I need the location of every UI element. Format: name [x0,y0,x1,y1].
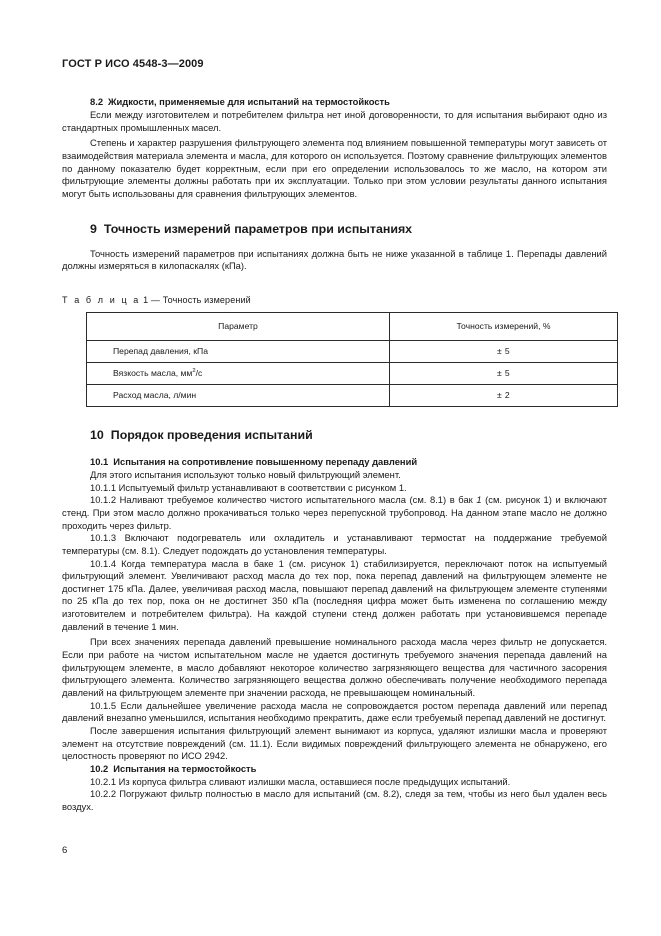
page-content [62,58,607,814]
table-row [87,340,618,362]
table-cell-parameter-text: Вязкость масла, мм [113,368,193,379]
paragraph-10-1-intro: Для этого испытания используют только новый фильтрующий элемент. [90,469,401,481]
paragraph-8-2-2: Степень и характер разрушения фильтрующего элемента под влиянием повышенной температуры могут зависеть от взаимодействия материала элемента и масла, для которого он используется. Поэтому сравнение фильтрующих элементов по данному показателю будет корректным, если при его определении использовалось то же масло, на котором эти фильтрующие элементы должны работать при их эксплуатации. Только при этом условии результаты данного испытания могут быть использованы для сравнения фильтрующих элементов. [62,137,607,199]
table-row [87,362,618,384]
paragraph-8-2-1: Если между изготовителем и потребителем фильтра нет иной договоренности, то для испытания выбирают одно из стандартных промышленных масел. [62,109,607,133]
heading-10-2-text: Испытания на термостойкость [113,762,257,774]
paragraph-10-1-after: После завершения испытания фильтрующий элемент вынимают из корпуса, удаляют излишки масла и проверяют элемент на отсутствие повреждений (см. 11.1). Если видимых повреждений фильтрующего элемента не обнаружено, его целостность проверяют по ИСО 2942. [62,724,607,762]
table-cell-parameter: Перепад давления, кПа [87,340,390,362]
table-1-caption [62,295,607,305]
table-header-row [87,312,618,340]
heading-10-2-number: 10.2 [90,762,109,774]
table-1-caption-number: 1 [143,294,149,305]
heading-10-text: Порядок проведения испытаний [110,427,313,442]
measurement-accuracy-table [86,312,618,407]
table-header [87,312,618,340]
heading-8-2-text: Жидкости, применяемые для испытаний на термостойкость [108,96,390,107]
item-10-1-2-part-a: 10.1.2 Наливают требуемое количество чистого испытательного масла (см. 8.1) в бак [90,494,477,506]
table-1-caption-title: Точность измерений [162,294,251,305]
paragraph-10-1-limits: При всех значениях перепада давлений превышение номинального расхода масла через фильтр не допускается. Если при работе на чистом испытательном масле не удается достигнуть требуемого значения перепада давлений на фильтрующем элементе, в масло добавляют некоторое количество загрязняющего вещества для частичного засорения фильтрующего элемента. Количество загрязняющего вещества должно обеспечивать получение необходимого перепада давлений на фильтрующем элементе при значении расхода, не превышающем номинальный. [62,636,607,698]
table-row [87,384,618,406]
item-10-1-5: 10.1.5 Если дальнейшее увеличение расхода масла не сопровождается ростом перепада давлений или перепад давлений внезапно уменьшился, испытания необходимо прекратить, даже если требуемый перепад давлений не достигнут. [62,699,607,724]
table-cell-accuracy: ± 5 [390,340,618,362]
item-10-2-1: 10.2.1 Из корпуса фильтра сливают излишки масла, оставшиеся после предыдущих испытаний. [90,775,511,787]
table-1-caption-label: Т а б л и ц а [62,294,141,305]
paragraph-9-1: Точность измерений параметров при испытаниях должна быть не ниже указанной в таблице 1. Перепады давлений должны измеряться в килопаскалях (кПа). [62,247,607,272]
table-cell-accuracy: ± 2 [390,384,618,406]
heading-9-number: 9 [90,221,97,236]
heading-10-1 [62,456,607,468]
item-10-1-2 [62,494,607,532]
heading-10-2 [62,763,607,775]
table-cell-parameter: Расход масла, л/мин [87,384,390,406]
item-10-1-4: 10.1.4 Когда температура масла в баке 1 (см. рисунок 1) стабилизируется, переключают поток на испытуемый фильтрующий элемент. Увеличивают расход масла до тех пор, пока перепад давлений на фильтрующем элементе не достигнет 175 кПа. Далее, увеличивая расход масла, повышают перепад давлений на фильтрующем элементе ступенями по 25 кПа до тех пор, пока он не достигнет 350 кПа (последняя цифра может быть изменена по соглашению между изготовителем и потребителем фильтра). На каждой ступени стенд должен работать при установившемся перепаде давлений в течение 1 мин. [62,557,607,632]
table-body [87,340,618,406]
heading-8-2-number: 8.2 [90,96,104,107]
item-10-1-2-tank-ref: 1 [476,494,482,506]
heading-10-1-number: 10.1 [90,456,109,468]
table-header-accuracy: Точность измерений, % [390,312,618,340]
table-1-caption-dash: — [150,294,161,305]
heading-10-1-text: Испытания на сопротивление повышенному перепаду давлений [113,456,418,468]
item-10-1-1: 10.1.1 Испытуемый фильтр устанавливают в соответствии с рисунком 1. [90,481,407,493]
item-10-2-2: 10.2.2 Погружают фильтр полностью в масло для испытаний (см. 8.2), следя за тем, чтобы из него был удален весь воздух. [62,788,607,813]
page-number: 6 [62,845,68,856]
heading-9-text: Точность измерений параметров при испытаниях [103,221,413,236]
heading-9 [62,221,607,237]
item-10-1-2-part-b: (см. рисунок 1) и включают стенд. При этом масло должно прокачиваться только через перепускной трубопровод. На данном этапе масло не должно проходить через фильтр. [62,494,607,531]
heading-8-2 [62,96,607,108]
table-cell-accuracy: ± 5 [390,362,618,384]
running-head: ГОСТ Р ИСО 4548-3—2009 [62,58,204,70]
heading-10-number: 10 [90,427,104,442]
item-10-1-3: 10.1.3 Включают подогреватель или охладитель и устанавливают термостат на поддержание требуемой температуры (см. 8.1). Следует подождать до установления температуры. [62,532,607,556]
table-cell-parameter-superscript: 2 [192,368,196,375]
table-cell-parameter [87,362,390,384]
table-header-parameter: Параметр [87,312,390,340]
table-cell-parameter-tail: /с [195,368,203,379]
heading-10 [62,427,607,443]
